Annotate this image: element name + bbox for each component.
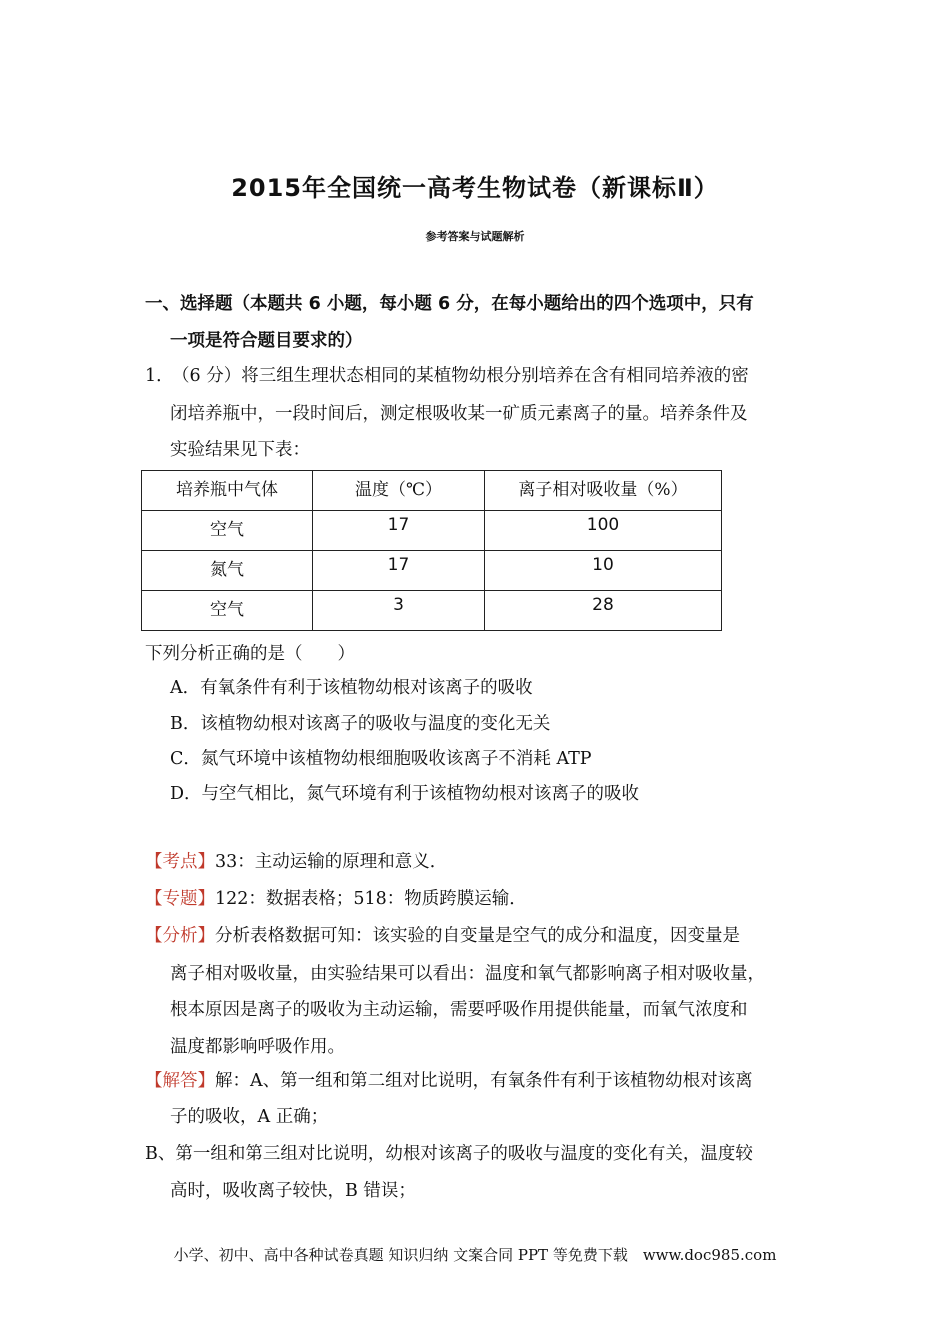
question-text-line3: 实验结果见下表： (170, 440, 310, 460)
question-text-line1: （6 分）将三组生理状态相同的某植物幼根分别培养在含有相同培养液的密 (172, 366, 749, 386)
jieda-text-line1: 解：A、第一组和第二组对比说明，有氧条件有利于该植物幼根对该离 (215, 1071, 753, 1091)
table-cell: 17 (313, 551, 485, 591)
table-header-cell: 培养瓶中气体 (142, 471, 313, 511)
section-heading-line1: 一、选择题（本题共 6 小题，每小题 6 分，在每小题给出的四个选项中，只有 (145, 294, 754, 314)
question-text-line2: 闭培养瓶中，一段时间后，测定根吸收某一矿质元素离子的量。培养条件及 (170, 404, 748, 424)
table-header-row (142, 471, 722, 511)
page-title: 2015年全国统一高考生物试卷（新课标Ⅱ） (231, 174, 719, 202)
table-cell: 17 (313, 511, 485, 551)
fenxi-tag: 【分析】 (145, 926, 215, 946)
kaodian-tag: 【考点】 (145, 852, 215, 872)
fenxi-row (145, 922, 740, 947)
answer-b-line1: B、第一组和第三组对比说明，幼根对该离子的吸收与温度的变化有关，温度较 (145, 1144, 753, 1164)
option-d: D．与空气相比，氮气环境有利于该植物幼根对该离子的吸收 (170, 784, 640, 804)
table-row (142, 511, 722, 551)
question-number: 1． (145, 366, 174, 386)
table-cell: 10 (485, 551, 722, 591)
fenxi-text-line2: 离子相对吸收量，由实验结果可以看出：温度和氧气都影响离子相对吸收量， (170, 964, 765, 984)
table-cell: 空气 (142, 591, 313, 631)
table-row (142, 551, 722, 591)
zhuanti-text: 122：数据表格；518：物质跨膜运输． (215, 889, 527, 909)
table-cell: 空气 (142, 511, 313, 551)
table-cell: 28 (485, 591, 722, 631)
table-cell: 100 (485, 511, 722, 551)
option-a: A．有氧条件有利于该植物幼根对该离子的吸收 (170, 678, 533, 698)
table-row (142, 591, 722, 631)
kaodian-text: 33：主动运输的原理和意义． (215, 852, 448, 872)
zhuanti-row (145, 885, 527, 910)
fenxi-text-line4: 温度都影响呼吸作用。 (170, 1037, 345, 1057)
jieda-row (145, 1067, 753, 1092)
answer-b-line2: 高时，吸收离子较快，B 错误； (170, 1181, 416, 1201)
jieda-tag: 【解答】 (145, 1071, 215, 1091)
table-header-cell: 温度（℃） (313, 471, 485, 511)
jieda-text-line2: 子的吸收，A 正确； (170, 1107, 329, 1127)
fenxi-text-line1: 分析表格数据可知：该实验的自变量是空气的成分和温度，因变量是 (215, 926, 740, 946)
zhuanti-tag: 【专题】 (145, 889, 215, 909)
kaodian-row (145, 848, 447, 873)
data-table (141, 470, 722, 631)
question-prompt: 下列分析正确的是（ ） (145, 644, 355, 664)
table-cell: 氮气 (142, 551, 313, 591)
fenxi-text-line3: 根本原因是离子的吸收为主动运输，需要呼吸作用提供能量，而氧气浓度和 (170, 1000, 748, 1020)
table-cell: 3 (313, 591, 485, 631)
table-header-cell: 离子相对吸收量（%） (485, 471, 722, 511)
option-b: B．该植物幼根对该离子的吸收与温度的变化无关 (170, 714, 551, 734)
section-heading-line2: 一项是符合题目要求的） (170, 331, 363, 351)
option-c: C．氮气环境中该植物幼根细胞吸收该离子不消耗 ATP (170, 749, 592, 769)
page-footer: 小学、初中、高中各种试卷真题 知识归纳 文案合同 PPT 等免费下载 www.doc985.com (173, 1246, 777, 1264)
page-subtitle: 参考答案与试题解析 (425, 230, 525, 243)
